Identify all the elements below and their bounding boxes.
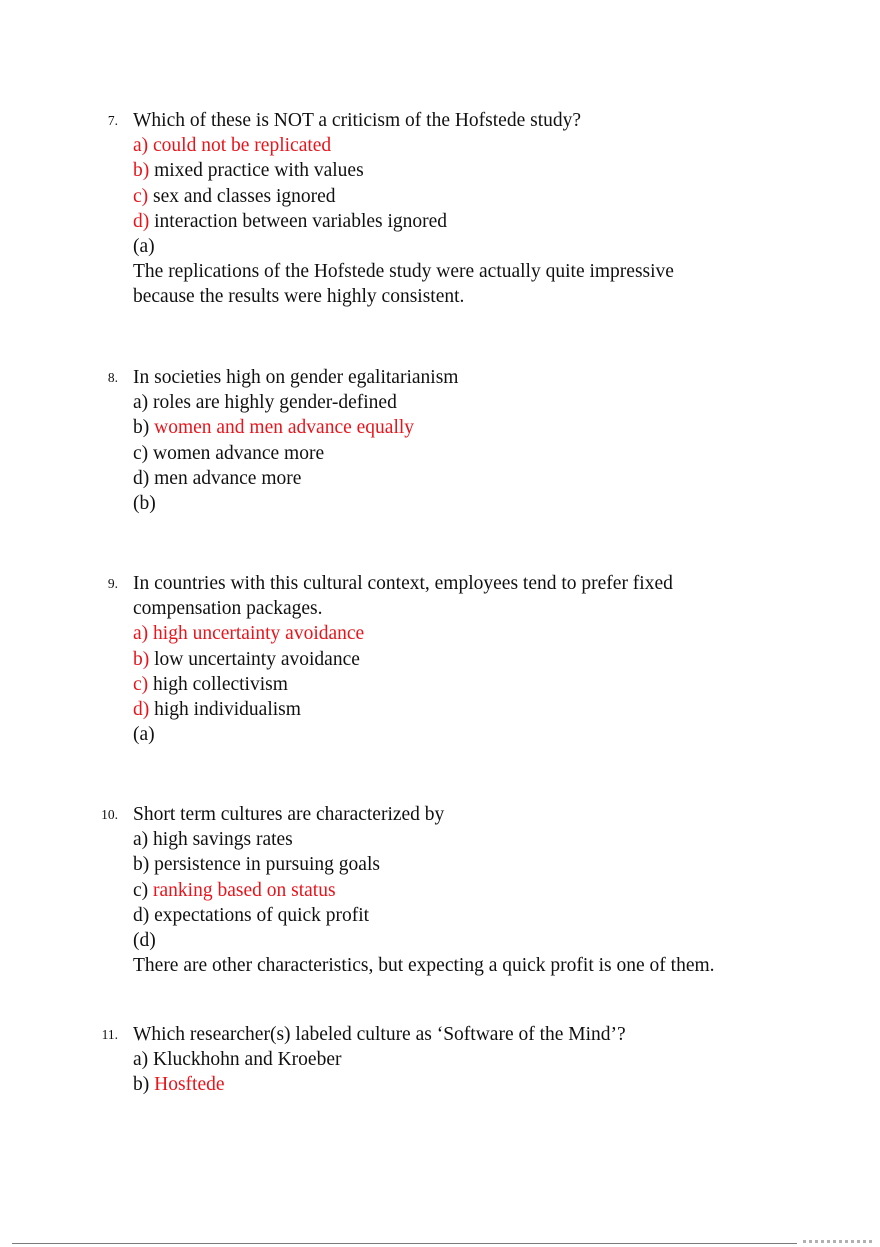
option-letter: c) bbox=[133, 185, 149, 207]
answer-key: (a) bbox=[133, 724, 155, 746]
option-c bbox=[133, 878, 853, 903]
option-c bbox=[133, 184, 853, 209]
question-body bbox=[133, 365, 853, 516]
option-letter: d) bbox=[133, 699, 150, 721]
question-number: 11. bbox=[101, 1027, 118, 1042]
option-letter: c) bbox=[133, 673, 149, 695]
question-stem: Which of these is NOT a criticism of the Hofstede study? bbox=[133, 110, 582, 131]
question-body bbox=[133, 802, 853, 978]
option-letter: a) bbox=[133, 829, 149, 851]
option-a bbox=[133, 1047, 853, 1072]
option-a bbox=[133, 133, 853, 158]
option-b bbox=[133, 852, 853, 877]
option-text: could not be replicated bbox=[148, 135, 332, 157]
option-letter: d) bbox=[133, 467, 150, 489]
answer-key: (d) bbox=[133, 930, 156, 952]
option-a bbox=[133, 621, 853, 646]
option-d bbox=[133, 903, 853, 928]
option-text: women advance more bbox=[148, 442, 325, 464]
question-number: 10. bbox=[101, 807, 118, 822]
question-number: 8. bbox=[107, 370, 118, 385]
question-stem: compensation packages. bbox=[133, 598, 323, 620]
option-text: low uncertainty avoidance bbox=[149, 648, 360, 670]
option-c bbox=[133, 672, 853, 697]
option-letter: b) bbox=[133, 417, 150, 439]
option-letter: a) bbox=[133, 623, 149, 645]
option-text: interaction between variables ignored bbox=[149, 210, 448, 232]
question-body bbox=[133, 571, 853, 747]
question-body bbox=[133, 108, 853, 310]
option-letter: b) bbox=[133, 648, 150, 670]
footer-faint-marks bbox=[803, 1240, 873, 1243]
option-text: high individualism bbox=[149, 699, 301, 721]
option-letter: d) bbox=[133, 904, 150, 926]
option-a bbox=[133, 390, 853, 415]
question-stem: Which researcher(s) labeled culture as ‘Software of the Mind’? bbox=[133, 1024, 626, 1045]
option-letter: a) bbox=[133, 392, 149, 414]
option-d bbox=[133, 697, 853, 722]
option-letter: b) bbox=[133, 160, 150, 182]
option-text: high uncertainty avoidance bbox=[148, 623, 365, 645]
question-stem: Short term cultures are characterized by bbox=[133, 804, 445, 825]
option-letter: a) bbox=[133, 135, 149, 157]
option-text: ranking based on status bbox=[148, 879, 336, 901]
option-d bbox=[133, 466, 853, 491]
answer-key: (a) bbox=[133, 236, 155, 258]
option-a bbox=[133, 827, 853, 852]
option-b bbox=[133, 647, 853, 672]
option-text: persistence in pursuing goals bbox=[149, 854, 380, 876]
option-text: sex and classes ignored bbox=[148, 185, 336, 207]
option-text: expectations of quick profit bbox=[149, 904, 370, 926]
option-b bbox=[133, 1072, 853, 1097]
option-d bbox=[133, 209, 853, 234]
explanation-line: There are other characteristics, but expecting a quick profit is one of them. bbox=[133, 955, 715, 977]
option-letter: a) bbox=[133, 1049, 149, 1071]
option-c bbox=[133, 441, 853, 466]
question-number: 9. bbox=[107, 576, 118, 591]
option-letter: b) bbox=[133, 1074, 150, 1096]
option-text: men advance more bbox=[149, 467, 302, 489]
question-number: 7. bbox=[107, 113, 118, 128]
option-text: high collectivism bbox=[148, 673, 288, 695]
question-stem: In societies high on gender egalitarianism bbox=[133, 367, 459, 388]
option-b bbox=[133, 158, 853, 183]
option-letter: b) bbox=[133, 854, 150, 876]
option-text: high savings rates bbox=[148, 829, 293, 851]
option-text: mixed practice with values bbox=[149, 160, 364, 182]
option-text: Kluckhohn and Kroeber bbox=[148, 1049, 342, 1071]
option-text: roles are highly gender-defined bbox=[148, 392, 397, 414]
explanation-line: The replications of the Hofstede study were actually quite impressive bbox=[133, 261, 674, 283]
option-letter: c) bbox=[133, 879, 149, 901]
option-text: Hosftede bbox=[149, 1074, 225, 1096]
option-text: women and men advance equally bbox=[149, 417, 415, 439]
answer-key: (b) bbox=[133, 493, 156, 515]
question-stem: In countries with this cultural context, employees tend to prefer fixed bbox=[133, 573, 673, 594]
option-letter: d) bbox=[133, 210, 150, 232]
explanation-line: because the results were highly consistent. bbox=[133, 286, 465, 308]
option-letter: c) bbox=[133, 442, 149, 464]
option-b bbox=[133, 415, 853, 440]
question-body bbox=[133, 1022, 853, 1098]
footer-divider bbox=[12, 1243, 797, 1244]
